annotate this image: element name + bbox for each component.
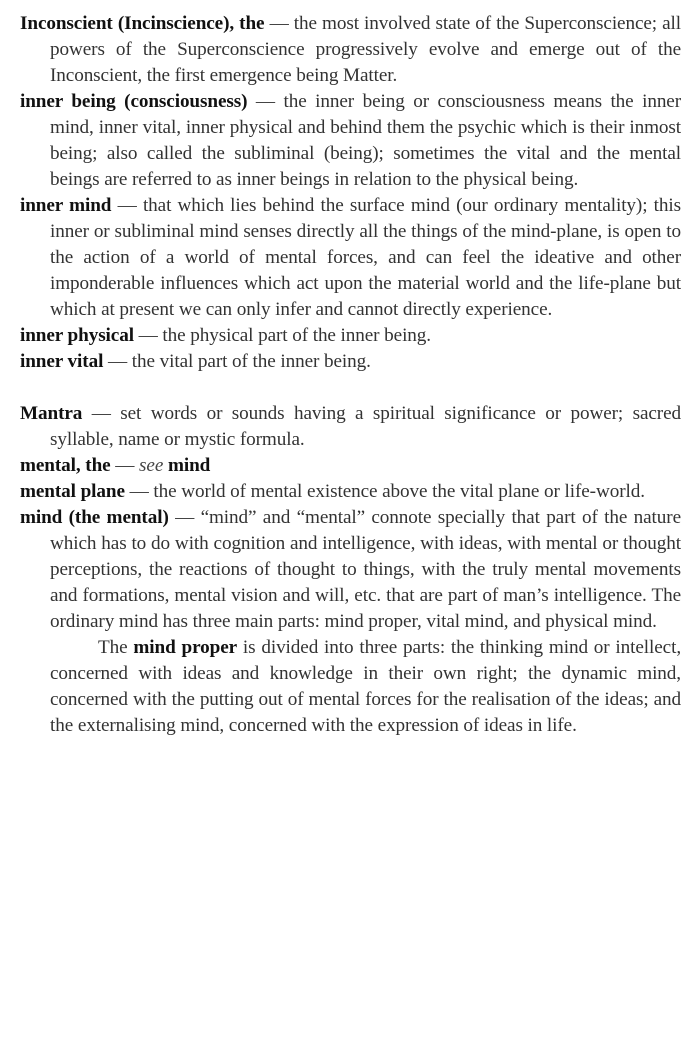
entry-term: inner vital: [20, 351, 104, 372]
em-dash-separator: —: [111, 195, 143, 216]
entry-definition: “mind” and “mental” connote specially that part of the nature which has to do with cognition and intelligence, with ideas, with mental or thought perceptions, the reactions of thought to things, with the truly mental movements and formations, mental vision and will, etc. that are part of man’s intelligence. The ordinary mind has three main parts: mind proper, vital mind, and physical mind.: [50, 507, 681, 632]
glossary-entry-inner-being: [20, 89, 681, 193]
em-dash-separator: —: [168, 507, 201, 528]
mind-proper-paragraph: [20, 635, 681, 739]
entry-definition: the vital part of the inner being.: [131, 351, 371, 372]
entry-term: Inconscient (Incinscience), the: [20, 13, 265, 34]
glossary-entry-mantra: [20, 401, 681, 453]
entry-definition: set words or sounds having a spiritual significance or power; sacred syllable, name or mystic formula.: [50, 403, 681, 450]
paragraph-text: is divided into three parts: the thinking mind or intellect, concerned with ideas and knowledge in their own right; the dynamic mind, concerned with the putting out of mental forces for the realisation of the ideas; and the externalising mind, concerned with the expression of ideas in life.: [50, 637, 682, 736]
em-dash-separator: —: [82, 403, 121, 424]
entry-definition: that which lies behind the surface mind (our ordinary mentality); this inner or subliminal mind senses directly all the things of the mind-plane, is open to the action of a world of mental forces, and can feel the ideative and other imponderable influences which act upon the material world and the life-plane but which at present we can only infer and cannot directly experience.: [50, 195, 681, 320]
entry-definition: the inner being or consciousness means the inner mind, inner vital, inner physical and behind them the psychic which is their inmost being; also called the subliminal (being); sometimes the vital and the mental beings are referred to as inner beings in relation to the physical being.: [50, 91, 682, 190]
em-dash-separator: —: [110, 455, 140, 476]
glossary-entry-inner-vital: [20, 349, 681, 375]
entry-term: mental, the: [20, 455, 111, 476]
paragraph-lead: The: [98, 637, 134, 658]
glossary-entry-mental: [20, 453, 681, 479]
entry-term: mind (the mental): [20, 507, 169, 528]
entry-definition: the physical part of the inner being.: [162, 325, 431, 346]
glossary-entry-mental-plane: [20, 479, 681, 505]
cross-reference-link[interactable]: mind: [167, 455, 211, 476]
entry-term: mental plane: [20, 481, 125, 502]
em-dash-separator: —: [124, 481, 154, 502]
entry-term: Mantra: [20, 403, 83, 424]
entry-term: inner being (consciousness): [20, 91, 248, 112]
glossary-entry-mind: [20, 505, 681, 635]
see-reference-label: see: [139, 455, 164, 476]
em-dash-separator: —: [247, 91, 284, 112]
glossary-entry-inner-physical: [20, 323, 681, 349]
glossary-entry-inner-mind: [20, 193, 681, 323]
entry-term: inner physical: [20, 325, 134, 346]
entry-definition: the world of mental existence above the vital plane or life-world.: [153, 481, 645, 502]
em-dash-separator: —: [103, 351, 132, 372]
em-dash-separator: —: [264, 13, 294, 34]
glossary-entry-inconscient: [20, 11, 681, 89]
inline-term-mind-proper: mind proper: [133, 637, 238, 658]
em-dash-separator: —: [133, 325, 163, 346]
entry-definition: the most involved state of the Superconscience; all powers of the Superconscience progressively evolve and emerge out of the Inconscient, the first emergence being Matter.: [50, 13, 682, 86]
entry-term: inner mind: [20, 195, 112, 216]
